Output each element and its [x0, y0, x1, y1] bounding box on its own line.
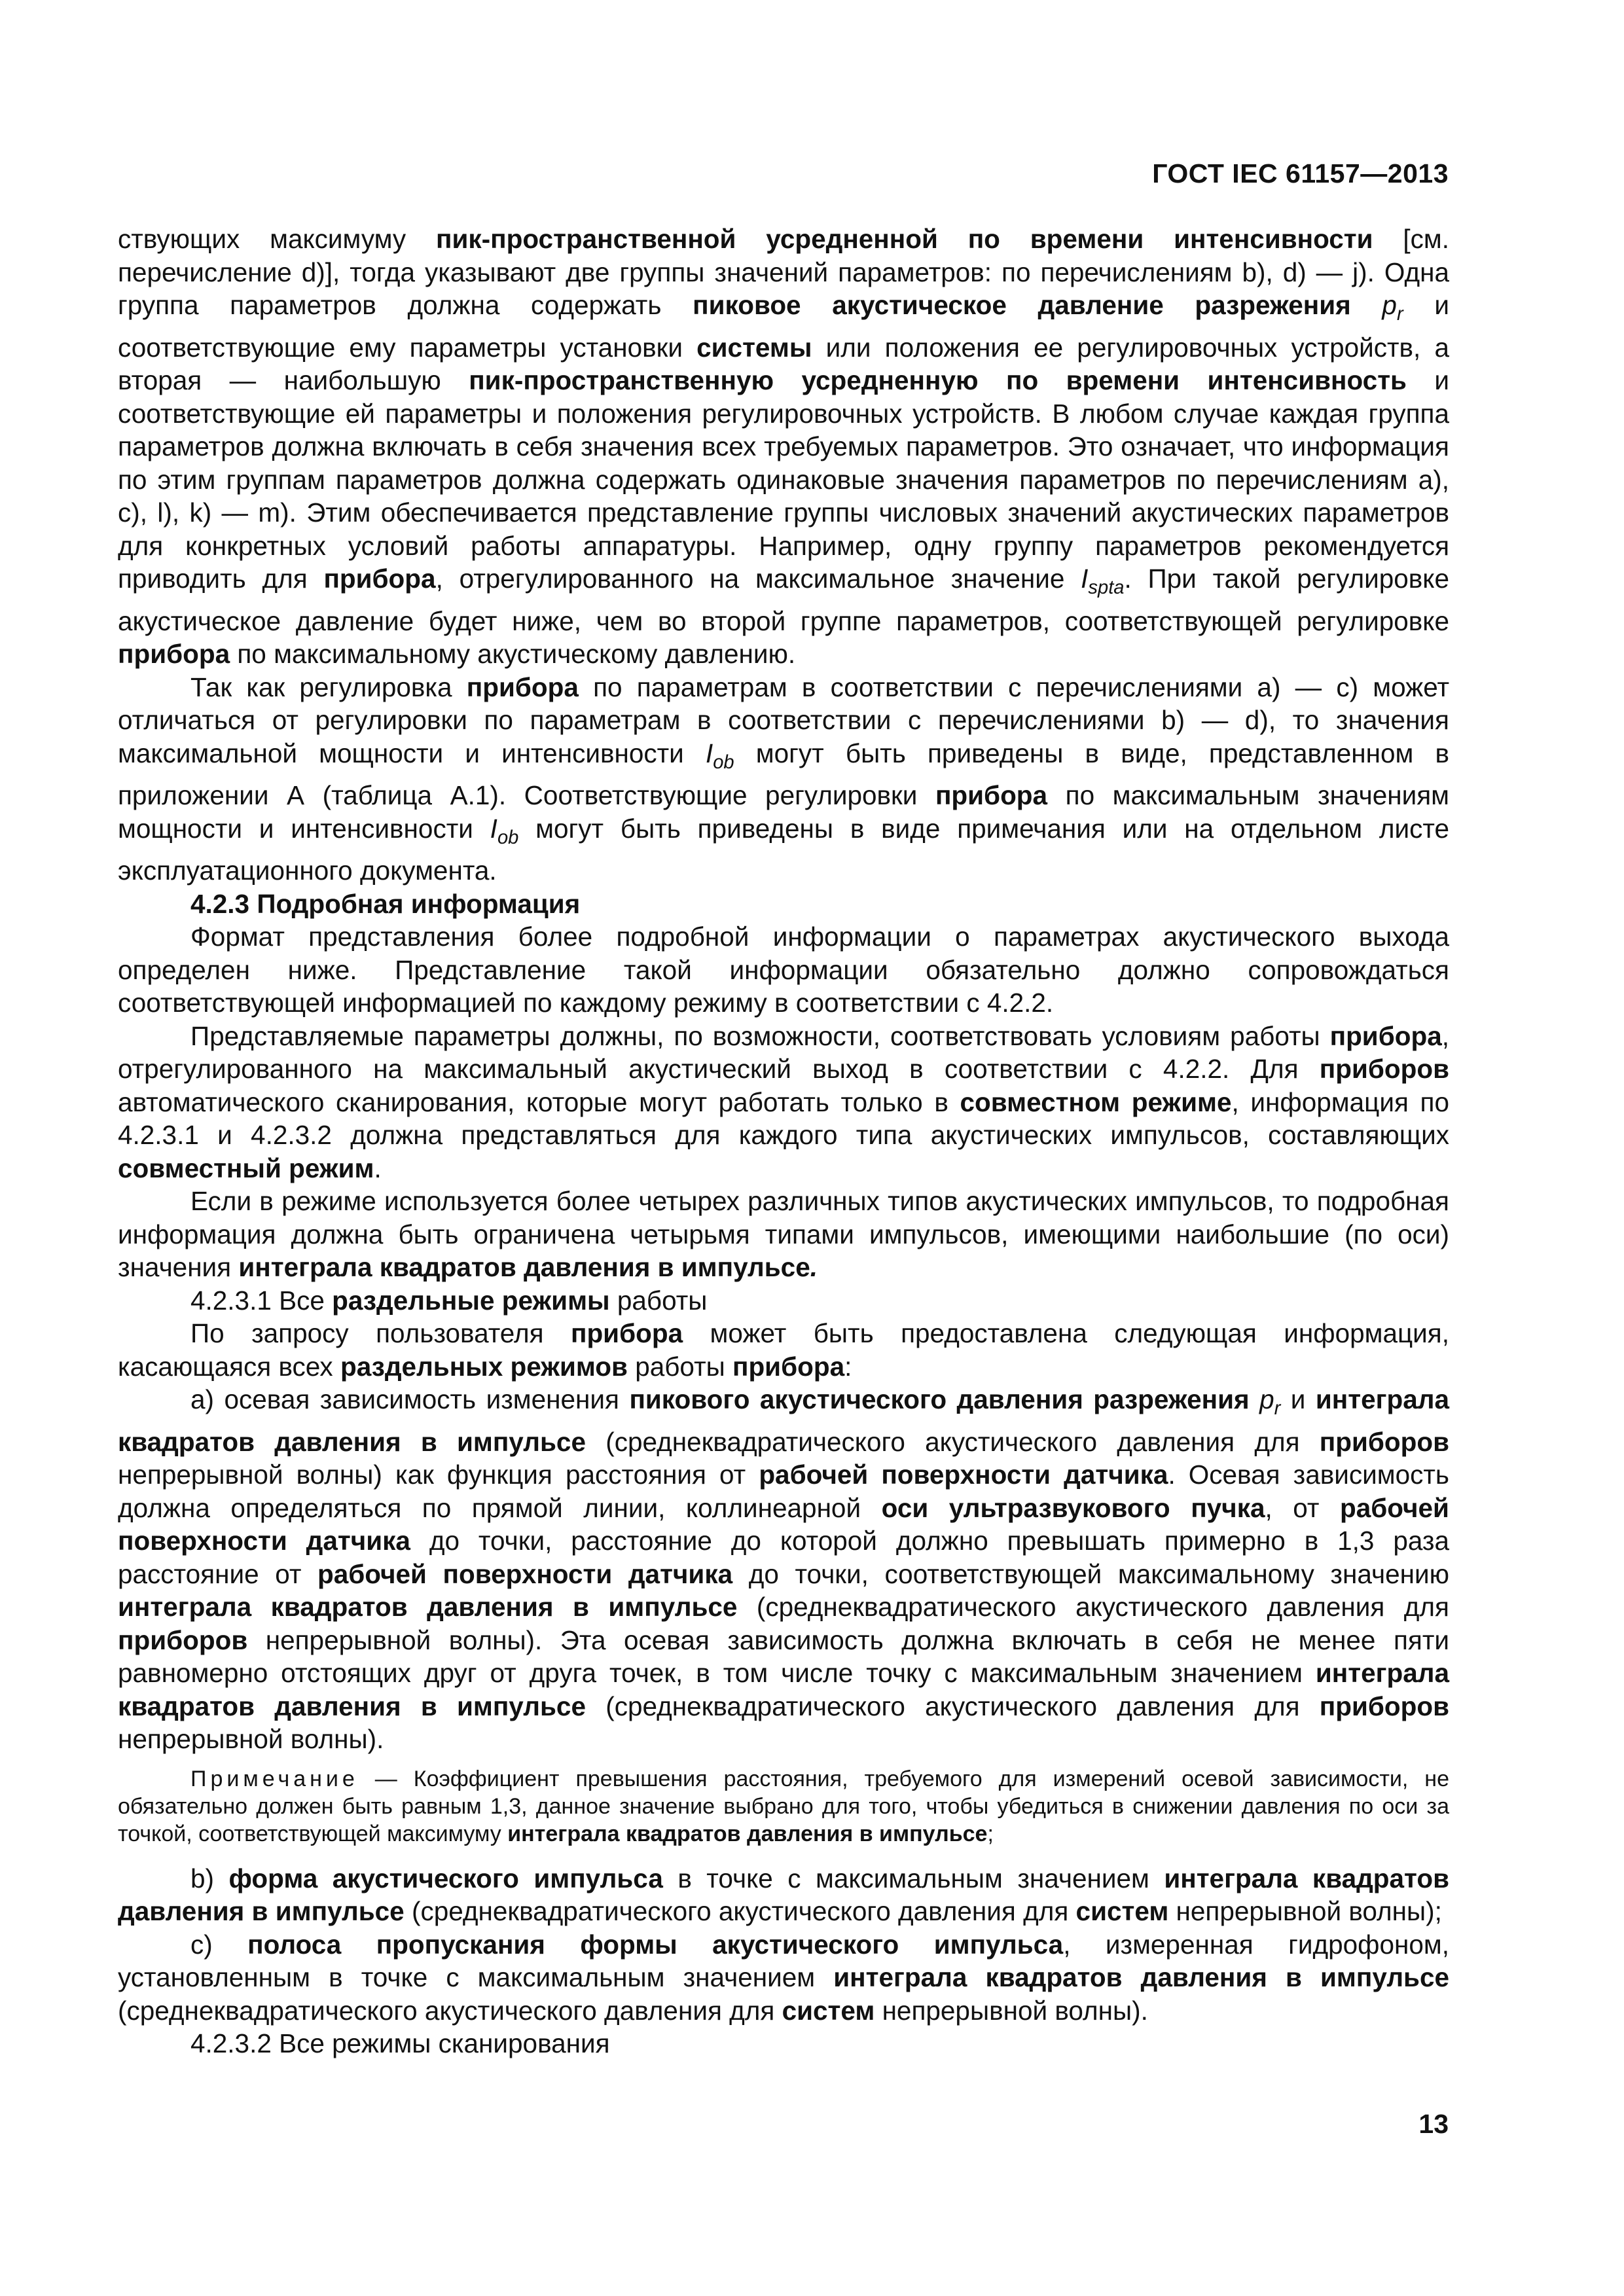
bold-term: пиковое акустическое давление разрежения	[693, 290, 1351, 320]
text-run: , измеренная гидрофоном, установленным в точке с максимальным значением	[118, 1929, 1449, 1993]
bold-term: пикового акустического давления разрежения	[629, 1384, 1250, 1415]
text-run: , от	[1265, 1492, 1341, 1523]
text-run: автоматического сканирования, которые могут работать только в	[118, 1086, 960, 1117]
bold-term: прибора	[570, 1318, 683, 1349]
bold-term: прибора	[466, 672, 579, 702]
text-run: I	[705, 738, 713, 768]
text-run	[1351, 290, 1382, 320]
bold-term: интеграла квадратов давления в импульсе	[118, 1658, 1449, 1721]
text-run: p	[1259, 1384, 1274, 1415]
bold-term: раздельные режимы	[332, 1285, 610, 1316]
text-run: работы	[627, 1351, 732, 1382]
bold-term: интеграла квадратов давления в импульсе	[118, 1384, 1449, 1457]
bold-term: совместный режим	[118, 1153, 374, 1183]
text-run: и соответствующие ему параметры установки	[118, 290, 1449, 363]
text-run: непрерывной волны). Эта осевая зависимость должна включать в себя не менее пяти равномерно отстоящих друг от друга точек, в том числе точку с максимальным значением	[118, 1624, 1449, 1689]
list-item-b	[118, 1862, 1449, 1928]
bold-term: пик-пространственную усредненную по времени интенсивность	[469, 365, 1407, 396]
bold-term: 4.2.3 Подробная информация	[190, 888, 581, 919]
text-run: по максимальному акустическому давлению.	[230, 639, 796, 670]
text-run: могут быть приведены в виде примечания или на отдельном листе эксплуатационного документа.	[118, 813, 1449, 886]
bold-term: систем	[782, 1995, 875, 2026]
text-run: может быть предоставлена следующая информация, касающаяся всех	[118, 1318, 1449, 1382]
bold-term: прибора	[118, 639, 230, 670]
text-run: Так как регулировка	[190, 672, 467, 702]
bold-term: прибора	[1329, 1020, 1442, 1051]
bold-term: полоса пропускания формы акустического импульса	[247, 1929, 1064, 1960]
paragraph-continued	[118, 223, 1449, 671]
bold-term: систем	[1075, 1896, 1169, 1927]
text-run: :	[844, 1351, 852, 1382]
text-run: 4.2.3.2 Все режимы сканирования	[190, 2028, 610, 2059]
bold-term: форма акустического импульса	[228, 1863, 663, 1893]
section-heading-4-2-3-2	[118, 2027, 1449, 2060]
bold-term: интеграла квадратов давления в импульсе	[833, 1962, 1449, 1993]
text-run: могут быть приведены в виде, представленном в приложении А (таблица А.1). Соответствующие регулировки	[118, 738, 1449, 811]
text-run	[1250, 1384, 1259, 1414]
text-run: [см. перечисление d)], тогда указывают две группы значений параметров: по перечислениям b), d) — j). Одна группа параметров должна содержать	[118, 224, 1450, 320]
text-run: (среднеквадратического акустического давления для	[118, 1995, 782, 2026]
text-run: по максимальным значениям мощности и интенсивности	[118, 780, 1449, 844]
bold-term: оси ультразвукового пучка	[881, 1492, 1265, 1523]
text-run: (среднеквадратического акустического давления для	[585, 1426, 1320, 1457]
subscript-text: r	[1274, 1398, 1281, 1420]
text-run: а) осевая зависимость изменения	[190, 1384, 630, 1415]
section-heading-4-2-3	[118, 888, 1449, 921]
text-run: и соответствующие ей параметры и положения регулировочных устройств. В любом случае каждая группа параметров должна включать в себя значения всех требуемых параметров. Это означает, что информация по этим группам параметров должна содержать одинаковые значения параметров по перечислениям а), с), l), k) — m). Этим обеспечивается представление группы числовых значений акустических параметров для конкретных условий работы аппаратуры. Например, одну группу параметров рекомендуется приводить для	[118, 365, 1449, 594]
bold-term: приборов	[118, 1624, 248, 1655]
text-run: работы	[609, 1285, 708, 1316]
text-run: , отрегулированного на максимальное значение	[435, 564, 1081, 594]
text-run: ;	[987, 1821, 994, 1846]
bold-term: приборов	[1319, 1691, 1449, 1721]
paragraph-format	[118, 920, 1449, 1020]
text-run: и	[1280, 1384, 1316, 1415]
text-run: непрерывной волны);	[1168, 1896, 1442, 1927]
bold-term: интеграла квадратов давления в импульсе	[507, 1821, 988, 1846]
document-body	[118, 223, 1449, 2060]
text-run: в точке с максимальным значением	[662, 1863, 1164, 1893]
bold-term: раздельных режимов	[340, 1351, 628, 1382]
bold-term: .	[810, 1252, 818, 1283]
text-run: по параметрам в соответствии с перечислениями а) — с) может отличаться от регулировки по параметрам в соответствии с перечислениями b) — d), то значения максимальной мощности и интенсивности	[118, 672, 1449, 768]
text-run: (среднеквадратического акустического давления для	[737, 1592, 1449, 1623]
bold-term: пик-пространственной усредненной по времени интенсивности	[436, 224, 1373, 254]
text-run: Примечание	[190, 1766, 359, 1791]
text-run: I	[1081, 564, 1089, 594]
text-run: до точки, соответствующей максимальному значению	[732, 1558, 1449, 1589]
text-run: ствующих максимуму	[118, 224, 437, 254]
text-run: непрерывной волны) как функция расстояния от	[118, 1460, 759, 1490]
text-run: Представляемые параметры должны, по возможности, соответствовать условиям работы	[190, 1020, 1330, 1051]
text-run: с)	[190, 1929, 248, 1960]
text-run: до точки, расстояние до которой должно превышать примерно в 1,3 раза расстояние от	[118, 1526, 1450, 1589]
text-run: Формат представления более подробной информации о параметрах акустического выхода определен ниже. Представление такой информации обязательно должно сопровождаться соответствующей информацией по каждому режиму в соответствии с 4.2.2.	[118, 922, 1449, 1018]
standard-code-header: ГОСТ IEC 61157—2013	[1152, 158, 1449, 188]
text-run: .	[374, 1153, 382, 1183]
text-run: . При такой регулировке акустическое давление будет ниже, чем во второй группе параметров, соответствующей регулировке	[118, 564, 1449, 636]
paragraph-adjustment	[118, 671, 1449, 888]
text-run: b)	[190, 1863, 229, 1893]
bold-term: приборов	[1319, 1426, 1449, 1457]
bold-term: рабочей поверхности датчика	[317, 1558, 733, 1589]
section-heading-4-2-3-1	[118, 1284, 1449, 1318]
bold-term: совместном режиме	[960, 1086, 1232, 1117]
subscript-text: r	[1396, 304, 1403, 325]
text-run: Если в режиме используется более четырех различных типов акустических импульсов, то подробная информация должна быть ограничена четырьмя типами импульсов, имеющими наибольшие (по оси) значения	[118, 1186, 1449, 1283]
bold-term: интеграла квадратов давления в импульсе	[118, 1863, 1449, 1927]
text-run: непрерывной волны).	[118, 1724, 384, 1755]
page-number: 13	[1418, 2109, 1449, 2139]
note-paragraph	[118, 1765, 1449, 1848]
text-run: , информация по 4.2.3.1 и 4.2.3.2 должна представляться для каждого типа акустических импульсов, составляющих	[118, 1086, 1449, 1151]
text-run: непрерывной волны).	[875, 1995, 1148, 2026]
text-run: или положения ее регулировочных устройств, а вторая — наибольшую	[118, 332, 1449, 396]
subscript-text: ob	[713, 751, 734, 773]
bold-term: прибора	[732, 1351, 845, 1382]
paragraph-parameters	[118, 1020, 1449, 1185]
text-run: (среднеквадратического акустического давления для	[404, 1896, 1076, 1927]
bold-term: рабочей поверхности датчика	[118, 1492, 1449, 1556]
bold-term: рабочей поверхности датчика	[759, 1460, 1168, 1490]
text-run: (среднеквадратического акустического давления для	[585, 1691, 1320, 1721]
text-run: . Осевая зависимость должна определяться по прямой линии, коллинеарной	[118, 1460, 1450, 1523]
bold-term: прибора	[323, 564, 436, 594]
text-run: I	[490, 813, 497, 844]
text-run: , отрегулированного на максимальный акустический выход в соответствии с 4.2.2. Для	[118, 1020, 1449, 1085]
text-run: — Коэффициент превышения расстояния, требуемого для измерений осевой зависимости, не обязательно должен быть равным 1,3, данное значение выбрано для того, чтобы убедиться в снижении давления по оси за точкой, соответствующей максимуму	[118, 1766, 1449, 1846]
text-run: 4.2.3.1 Все	[190, 1285, 333, 1316]
subscript-text: ob	[497, 827, 519, 848]
bold-term: прибора	[935, 780, 1048, 811]
text-run: По запросу пользователя	[190, 1318, 571, 1349]
list-item-c	[118, 1928, 1449, 2028]
paragraph-user-request	[118, 1317, 1449, 1383]
paragraph-pulse-types	[118, 1185, 1449, 1284]
bold-term: интеграла квадратов давления в импульсе	[238, 1252, 810, 1283]
list-item-a	[118, 1383, 1449, 1756]
subscript-text: spta	[1088, 577, 1125, 599]
bold-term: интеграла квадратов давления в импульсе	[118, 1592, 738, 1623]
bold-term: системы	[696, 332, 812, 363]
bold-term: приборов	[1319, 1054, 1449, 1085]
text-run: p	[1382, 290, 1397, 320]
